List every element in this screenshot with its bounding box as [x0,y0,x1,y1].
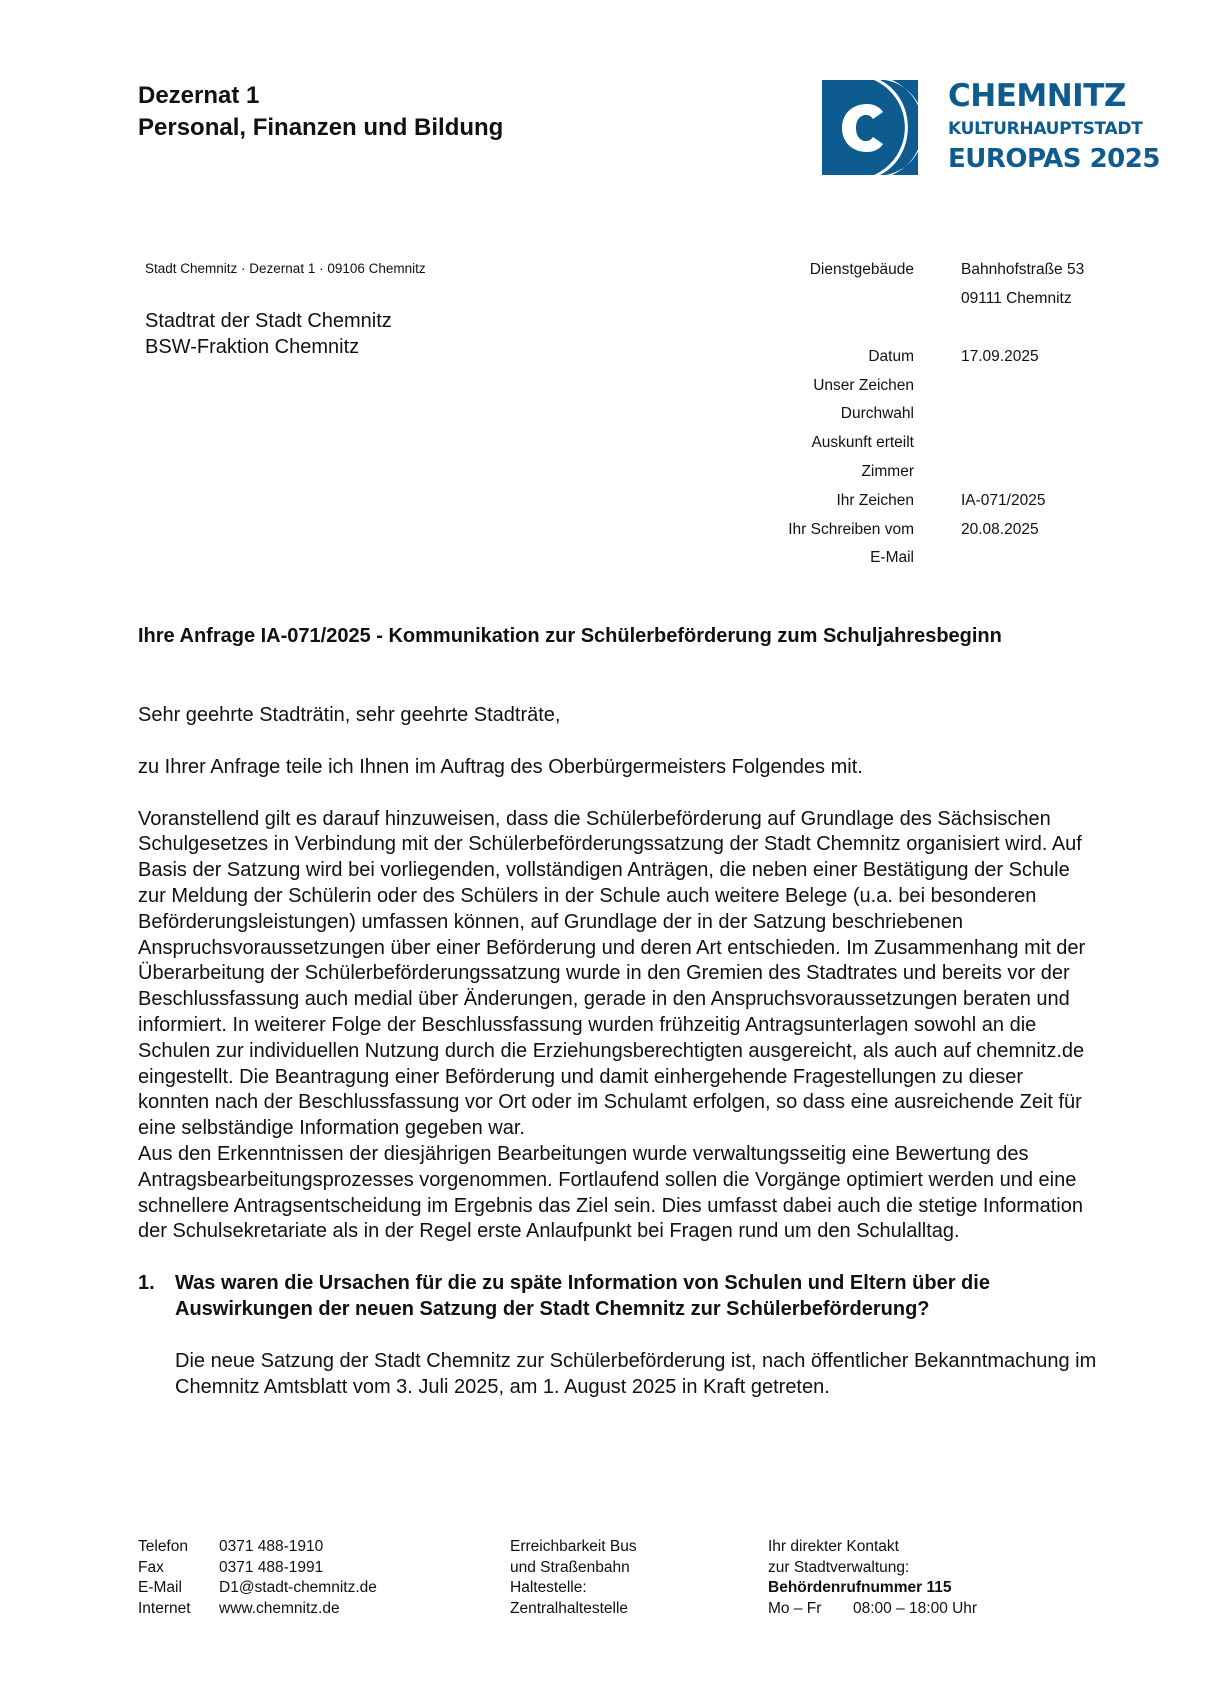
info-label: Datum [868,347,914,365]
footer-contact [138,1537,377,1619]
department-heading [138,80,503,144]
recipient-line: BSW-Fraktion Chemnitz [145,336,360,358]
info-label: Dienstgebäude [809,261,914,279]
logo-wordmark [948,78,1160,174]
info-row [700,515,1120,544]
chemnitz-c-logo-icon [822,80,918,175]
info-label: Ihr Zeichen [836,491,914,509]
footer-key: Internet [138,1599,191,1617]
transit-line: Haltestelle: [510,1579,587,1596]
footer-key: Telefon [138,1538,188,1555]
footer-key: E-Mail [138,1579,182,1596]
info-row [700,371,1120,400]
info-row [700,486,1120,515]
letter-body [138,703,1098,1400]
question-text: Was waren die Ursachen für die zu späte Information von Schulen und Eltern über die Auswirkungen der neuen Satzung der Stadt Chemnitz zur Schülerbeförderung? [175,1272,990,1320]
footer-transit [510,1537,637,1619]
info-block [700,256,1120,573]
sender-line: Stadt Chemnitz · Dezernat 1 · 09106 Chemnitz [145,261,426,276]
info-label: Auskunft erteilt [811,434,914,452]
recipient-line: Stadtrat der Stadt Chemnitz [145,310,392,332]
paragraph: Voranstellend gilt es darauf hinzuweisen, dass die Schülerbeförderung auf Grundlage des Sächsischen Schulgesetzes in Verbindung mit der Schülerbeförderungssatzung der Stadt Chemnitz organisiert wird. Auf Basis der Satzung wird bei vorliegenden, vollständigen Anträgen, die neben einer Bestätigung der Schule zur Meldung der Schülerin oder des Schülers in der Schule auch weitere Belege (u.a. bei besonderen Beförderungsleistungen) umfassen können, auf Grundlage der in der Satzung beschriebenen Anspruchsvoraussetzungen über einer Beförderung und deren Art entschieden. Im Zusammenhang mit der Überarbeitung der Schülerbeförderungssatzung wurde in den Gremien des Stadtrates und bereits vor der Beschlussfassung auch medial über Änderungen, gerade in den Anspruchsvoraussetzungen beraten und informiert. In weiterer Folge der Beschlussfassung wurden frühzeitig Antragsunterlagen sowohl an die Schulen zur individuellen Nutzung durch die Erziehungsberechtigten ausgereicht, als auch auf chemnitz.de eingestellt. Die Beantragung einer Beförderung und damit einhergehende Fragestellungen zu dieser konnten nach der Beschlussfassung vor Ort oder im Schulamt erfolgen, so dass eine ausreichende Zeit für eine selbständige Information gegeben war. [138,807,1086,1140]
question-item [138,1271,1098,1323]
website-link[interactable]: www.chemnitz.de [219,1599,340,1617]
info-row [700,256,1120,285]
direct-contact-line: Ihr direkter Kontakt [768,1538,899,1555]
info-row [700,544,1120,573]
recipient-address [145,308,392,360]
info-value: Bahnhofstraße 53 [961,261,1085,279]
info-row [700,400,1120,429]
info-row [700,429,1120,458]
department-subtitle: Personal, Finanzen und Bildung [138,114,504,141]
office-hours: 08:00 – 18:00 Uhr [853,1599,978,1617]
answer-text: Die neue Satzung der Stadt Chemnitz zur Schülerbeförderung ist, nach öffentlicher Bekanntmachung im Chemnitz Amtsblatt vom 3. Juli 2025, am 1. August 2025 in Kraft getreten. [175,1349,1097,1398]
info-label: Durchwahl [840,405,914,423]
info-label: Ihr Schreiben vom [788,520,914,538]
hotline-number: Behördenrufnummer 115 [768,1579,952,1596]
paragraph: Aus den Erkenntnissen der diesjährigen Bearbeitungen wurde verwaltungsseitig eine Bewertung des Antragsbearbeitungsprozesses vorgenommen. Fortlaufend sollen die Vorgänge optimiert werden und eine schnellere Antragsentscheidung im Ergebnis das Ziel sein. Dies umfasst dabei auch die stetige Information der Schulsekretariate als in der Regel erste Anlaufpunkt bei Fragen rund um den Schulalltag. [138,1142,1083,1243]
info-label: E-Mail [870,549,914,567]
logo-city: CHEMNITZ [948,78,1126,114]
info-value: 20.08.2025 [961,520,1039,538]
footer-direct-contact [768,1537,977,1619]
info-label: Unser Zeichen [813,376,914,394]
info-row [700,285,1120,314]
fax-number: 0371 488-1991 [219,1558,324,1576]
logo-tagline: KULTURHAUPTSTADT [948,119,1143,139]
question-number: 1. [138,1272,155,1295]
info-row [700,314,1120,343]
direct-contact-line: zur Stadtverwaltung: [768,1558,910,1576]
logo-year: EUROPAS 2025 [948,144,1160,174]
info-value: 09111 Chemnitz [961,290,1072,308]
subject-line: Ihre Anfrage IA-071/2025 - Kommunikation zur Schülerbeförderung zum Schuljahresbeginn [138,625,1002,647]
email-link[interactable]: D1@stadt-chemnitz.de [219,1579,377,1596]
office-days: Mo – Fr [768,1599,822,1617]
info-value: IA-071/2025 [961,491,1046,509]
transit-line: und Straßenbahn [510,1558,630,1576]
department-name: Dezernat 1 [138,82,260,109]
phone-number[interactable]: 0371 488-1910 [219,1538,324,1555]
info-row [700,342,1120,371]
salutation: Sehr geehrte Stadträtin, sehr geehrte Stadträte, [138,704,561,726]
intro-paragraph: zu Ihrer Anfrage teile ich Ihnen im Auftrag des Oberbürgermeisters Folgendes mit. [138,755,863,778]
info-row [700,458,1120,487]
footer-key: Fax [138,1558,164,1576]
transit-line: Zentralhaltestelle [510,1599,629,1617]
info-label: Zimmer [861,462,914,480]
transit-line: Erreichbarkeit Bus [510,1538,637,1555]
info-value: 17.09.2025 [961,347,1039,365]
